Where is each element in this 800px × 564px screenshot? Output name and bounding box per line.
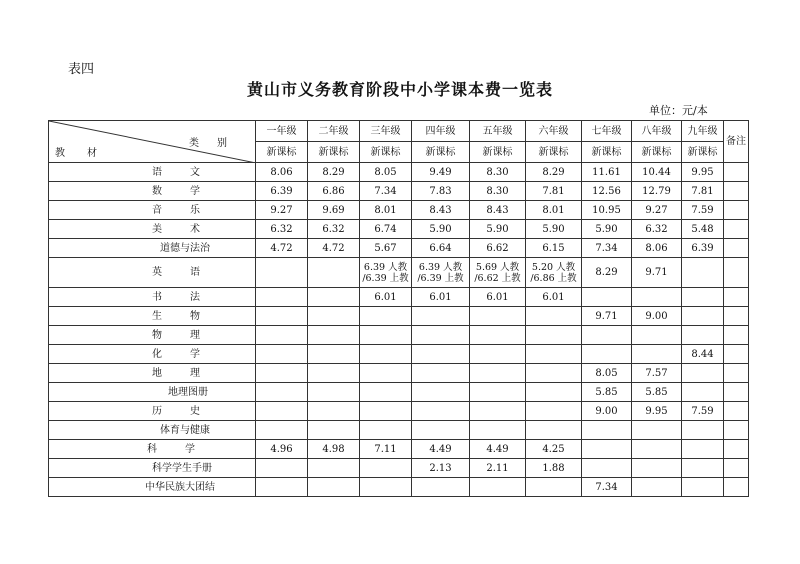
fee-cell: 8.29 [308, 163, 360, 182]
grade-header-2: 二年级 [308, 121, 360, 142]
table-row [49, 288, 749, 307]
fee-cell [632, 440, 682, 459]
fee-cell [308, 402, 360, 421]
subject-label: 科学学生手册 [152, 462, 212, 474]
grade-header-row [49, 121, 749, 142]
fee-cell [256, 288, 308, 307]
subject-cell [49, 421, 256, 440]
remark-header: 备注 [724, 121, 749, 163]
fee-cell [632, 421, 682, 440]
fee-cell [470, 421, 526, 440]
fee-cell [412, 402, 470, 421]
fee-cell: 8.01 [360, 201, 412, 220]
table-label: 表四 [68, 62, 95, 77]
fee-cell: 1.88 [526, 459, 582, 478]
remark-cell [724, 163, 749, 182]
fee-cell: 6.39 [682, 239, 724, 258]
fee-cell [526, 307, 582, 326]
fee-cell [412, 478, 470, 497]
table-row [49, 440, 749, 459]
fee-cell: 6.62 [470, 239, 526, 258]
subject-cell [49, 478, 256, 497]
standard-header-4: 新课标 [412, 142, 470, 163]
table-row [49, 345, 749, 364]
fee-cell [412, 326, 470, 345]
fee-cell [632, 345, 682, 364]
fee-cell [256, 478, 308, 497]
fee-cell: 4.49 [412, 440, 470, 459]
subject-label: 物理 [152, 329, 228, 341]
fee-cell [412, 421, 470, 440]
fee-line: /6.86 上教 [530, 272, 577, 284]
fee-cell [682, 440, 724, 459]
standard-header-6: 新课标 [526, 142, 582, 163]
fee-cell: 8.06 [632, 239, 682, 258]
fee-line: 6.39 人教 [363, 261, 408, 273]
fee-cell: 5.85 [582, 383, 632, 402]
table-row [49, 307, 749, 326]
fee-cell [470, 345, 526, 364]
fee-cell [682, 478, 724, 497]
subject-cell [49, 258, 256, 288]
table-row [49, 459, 749, 478]
subject-cell [49, 440, 256, 459]
fee-cell [256, 307, 308, 326]
fee-cell [632, 326, 682, 345]
fee-cell: 12.56 [582, 182, 632, 201]
fee-cell: 8.43 [412, 201, 470, 220]
table-row [49, 364, 749, 383]
fee-cell [256, 383, 308, 402]
fee-cell [632, 459, 682, 478]
fee-cell [682, 288, 724, 307]
remark-cell [724, 182, 749, 201]
fee-cell [308, 326, 360, 345]
remark-cell [724, 288, 749, 307]
standard-header-5: 新课标 [470, 142, 526, 163]
grade-header-9: 九年级 [682, 121, 724, 142]
subject-cell [49, 163, 256, 182]
table-row [49, 258, 749, 288]
fee-cell: 4.49 [470, 440, 526, 459]
subject-label: 中华民族大团结 [145, 481, 215, 493]
fee-cell [360, 421, 412, 440]
page-title: 黄山市义务教育阶段中小学课本费一览表 [246, 80, 553, 99]
fee-cell [360, 326, 412, 345]
remark-cell [724, 239, 749, 258]
remark-cell [724, 364, 749, 383]
fee-cell: 10.44 [632, 163, 682, 182]
fee-cell [308, 478, 360, 497]
fee-cell [470, 402, 526, 421]
fee-cell [256, 258, 308, 288]
subject-label: 英语 [152, 267, 228, 278]
fee-cell: 2.13 [412, 459, 470, 478]
fee-cell: 7.59 [682, 402, 724, 421]
standard-header-9: 新课标 [682, 142, 724, 163]
fee-cell [256, 364, 308, 383]
subject-cell [49, 288, 256, 307]
standard-header-2: 新课标 [308, 142, 360, 163]
subject-cell [49, 326, 256, 345]
grade-header-3: 三年级 [360, 121, 412, 142]
fee-cell [526, 478, 582, 497]
grade-header-7: 七年级 [582, 121, 632, 142]
table-row [49, 326, 749, 345]
fee-cell: 7.81 [682, 182, 724, 201]
fee-cell: 8.44 [682, 345, 724, 364]
fee-cell [526, 326, 582, 345]
remark-cell [724, 345, 749, 364]
subject-cell [49, 402, 256, 421]
subject-label: 地理 [152, 367, 228, 379]
fee-cell [582, 288, 632, 307]
fee-line: 5.20 人教 [531, 261, 576, 273]
fee-line: 6.39 人教 [418, 261, 463, 273]
fee-cell [360, 345, 412, 364]
fee-cell: 6.32 [308, 220, 360, 239]
subject-label: 生物 [152, 310, 228, 322]
remark-cell [724, 326, 749, 345]
fee-cell [470, 383, 526, 402]
fee-cell [632, 288, 682, 307]
remark-cell [724, 258, 749, 288]
fee-line: /6.62 上教 [474, 272, 521, 284]
table-row [49, 421, 749, 440]
fee-cell [256, 326, 308, 345]
subject-cell [49, 345, 256, 364]
fee-cell: 5.90 [582, 220, 632, 239]
grade-header-8: 八年级 [632, 121, 682, 142]
fee-cell: 6.01 [526, 288, 582, 307]
fee-cell: 4.96 [256, 440, 308, 459]
fee-cell [470, 478, 526, 497]
fee-cell: 7.34 [582, 478, 632, 497]
fee-cell [360, 383, 412, 402]
fee-cell [582, 326, 632, 345]
grade-header-1: 一年级 [256, 121, 308, 142]
standard-header-1: 新课标 [256, 142, 308, 163]
grade-header-5: 五年级 [470, 121, 526, 142]
fee-cell [470, 364, 526, 383]
subject-cell [49, 459, 256, 478]
fee-cell [526, 345, 582, 364]
subject-label: 音乐 [152, 204, 228, 216]
fee-cell: 7.59 [682, 201, 724, 220]
unit-label: 单位：元/本 [649, 104, 708, 117]
fee-cell: 9.49 [412, 163, 470, 182]
fee-cell: 8.30 [470, 182, 526, 201]
fee-cell [582, 421, 632, 440]
fee-cell: 8.43 [470, 201, 526, 220]
fee-cell: 8.29 [526, 163, 582, 182]
subject-label: 数学 [152, 185, 228, 197]
fee-cell: 8.29 [582, 258, 632, 288]
remark-cell [724, 459, 749, 478]
fee-cell: 8.06 [256, 163, 308, 182]
fee-cell: 11.61 [582, 163, 632, 182]
fee-cell: 5.90 [470, 220, 526, 239]
subject-label: 道德与法治 [160, 242, 210, 254]
corner-cell [49, 121, 256, 163]
fee-cell [360, 364, 412, 383]
table-row [49, 182, 749, 201]
fee-cell: 9.95 [632, 402, 682, 421]
fee-cell [256, 345, 308, 364]
fee-cell: 9.95 [682, 163, 724, 182]
fee-cell [582, 459, 632, 478]
fee-cell [256, 421, 308, 440]
fee-cell [582, 440, 632, 459]
fee-line: 5.69 人教 [475, 261, 520, 273]
fee-cell: 6.64 [412, 239, 470, 258]
fee-cell [470, 307, 526, 326]
fee-cell [526, 258, 582, 288]
fee-cell: 5.90 [412, 220, 470, 239]
table-row [49, 383, 749, 402]
fee-cell [360, 478, 412, 497]
standard-header-7: 新课标 [582, 142, 632, 163]
fee-cell [526, 383, 582, 402]
table-row [49, 220, 749, 239]
fee-cell [308, 421, 360, 440]
subject-cell [49, 239, 256, 258]
fee-cell: 12.79 [632, 182, 682, 201]
table-row [49, 239, 749, 258]
fee-cell [256, 402, 308, 421]
fee-cell [360, 307, 412, 326]
remark-cell [724, 220, 749, 239]
fee-cell: 6.32 [632, 220, 682, 239]
subject-cell [49, 364, 256, 383]
fee-cell [308, 258, 360, 288]
fee-cell: 8.01 [526, 201, 582, 220]
subject-label: 书法 [152, 291, 228, 303]
subject-label: 地理图册 [168, 386, 208, 398]
corner-category-label: 类别 [189, 138, 245, 149]
subject-cell [49, 307, 256, 326]
fee-cell [526, 364, 582, 383]
fee-cell [632, 478, 682, 497]
fee-cell [360, 459, 412, 478]
fee-cell: 7.34 [582, 239, 632, 258]
fee-cell: 6.01 [412, 288, 470, 307]
fee-cell [526, 402, 582, 421]
fee-cell: 8.05 [582, 364, 632, 383]
corner-material-label: 教材 [55, 148, 119, 159]
table-row [49, 478, 749, 497]
fee-cell [308, 383, 360, 402]
subject-label: 历史 [152, 405, 228, 417]
fee-cell: 4.25 [526, 440, 582, 459]
fee-cell [682, 459, 724, 478]
table-row [49, 402, 749, 421]
subject-label: 语文 [152, 166, 228, 178]
fee-cell: 4.72 [256, 239, 308, 258]
textbook-fee-table [48, 120, 749, 497]
fee-cell: 6.39 [256, 182, 308, 201]
subject-label: 化学 [152, 348, 228, 360]
fee-cell [682, 307, 724, 326]
fee-cell: 4.72 [308, 239, 360, 258]
fee-cell: 9.71 [632, 258, 682, 288]
fee-cell: 6.32 [256, 220, 308, 239]
fee-cell [582, 345, 632, 364]
fee-cell: 6.01 [360, 288, 412, 307]
fee-cell: 9.00 [632, 307, 682, 326]
remark-cell [724, 478, 749, 497]
fee-cell [470, 326, 526, 345]
remark-cell [724, 440, 749, 459]
fee-cell: 2.11 [470, 459, 526, 478]
subject-cell [49, 182, 256, 201]
fee-line: /6.39 上教 [417, 272, 464, 284]
fee-cell [412, 345, 470, 364]
fee-cell: 6.86 [308, 182, 360, 201]
fee-cell [526, 421, 582, 440]
subject-label: 体育与健康 [160, 424, 210, 436]
fee-cell: 8.05 [360, 163, 412, 182]
fee-cell [412, 383, 470, 402]
fee-cell [360, 258, 412, 288]
fee-cell [412, 258, 470, 288]
fee-cell: 5.48 [682, 220, 724, 239]
fee-cell: 6.74 [360, 220, 412, 239]
fee-cell: 7.11 [360, 440, 412, 459]
fee-cell: 7.81 [526, 182, 582, 201]
fee-cell: 7.34 [360, 182, 412, 201]
fee-cell: 7.83 [412, 182, 470, 201]
standard-header-8: 新课标 [632, 142, 682, 163]
fee-cell [412, 307, 470, 326]
fee-cell: 5.67 [360, 239, 412, 258]
fee-cell: 4.98 [308, 440, 360, 459]
fee-cell [360, 402, 412, 421]
fee-cell [682, 421, 724, 440]
fee-cell: 5.85 [632, 383, 682, 402]
fee-cell [308, 459, 360, 478]
fee-cell [256, 459, 308, 478]
standard-header-3: 新课标 [360, 142, 412, 163]
fee-cell: 10.95 [582, 201, 632, 220]
fee-cell [470, 258, 526, 288]
grade-header-6: 六年级 [526, 121, 582, 142]
remark-cell [724, 421, 749, 440]
table-row [49, 201, 749, 220]
grade-header-4: 四年级 [412, 121, 470, 142]
fee-cell: 6.15 [526, 239, 582, 258]
remark-cell [724, 383, 749, 402]
subject-label: 科学 [147, 443, 223, 455]
remark-cell [724, 307, 749, 326]
remark-cell [724, 402, 749, 421]
table-row [49, 163, 749, 182]
fee-cell: 6.01 [470, 288, 526, 307]
subject-label: 美术 [152, 223, 228, 235]
fee-cell [682, 258, 724, 288]
fee-cell: 9.69 [308, 201, 360, 220]
fee-cell: 8.30 [470, 163, 526, 182]
fee-line: /6.39 上教 [362, 272, 409, 284]
fee-cell [308, 307, 360, 326]
fee-cell [682, 326, 724, 345]
subject-cell [49, 220, 256, 239]
subject-cell [49, 383, 256, 402]
fee-cell [682, 383, 724, 402]
fee-cell: 7.57 [632, 364, 682, 383]
fee-cell: 9.27 [632, 201, 682, 220]
fee-cell [308, 288, 360, 307]
fee-cell: 9.27 [256, 201, 308, 220]
fee-cell: 9.71 [582, 307, 632, 326]
fee-cell: 9.00 [582, 402, 632, 421]
fee-cell [412, 364, 470, 383]
fee-cell: 5.90 [526, 220, 582, 239]
subject-cell [49, 201, 256, 220]
fee-cell [308, 364, 360, 383]
remark-cell [724, 201, 749, 220]
fee-cell [682, 364, 724, 383]
fee-cell [308, 345, 360, 364]
